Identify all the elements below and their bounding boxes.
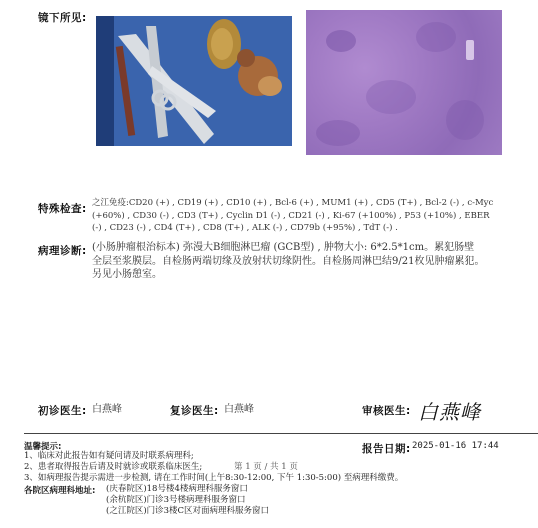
tip-1: 1、临床对此报告如有疑问请及时联系病理科; <box>24 451 194 461</box>
ihc-line-1: 之江免疫:CD20 (+) , CD19 (+) , CD10 (+) , Bcl-6 (+) , MUM1 (+) , CD5 (T+) , Bcl-2 (-) , c-Myc <box>92 198 494 208</box>
diagnosis-line-1: (小肠肿瘤根治标本) 弥漫大B细胞淋巴瘤 (GCB型) , 肿物大小: 6*2.5*1cm。累犯肠壁 <box>92 242 475 253</box>
special-exam-label: 特殊检查: <box>38 203 87 215</box>
report-date-label: 报告日期: <box>362 443 411 455</box>
gross-specimen-photo <box>96 16 292 146</box>
microscopy-label: 镜下所见: <box>38 12 87 24</box>
page-info: 第 1 页 / 共 1 页 <box>234 462 298 472</box>
audit-doctor-label: 审核医生: <box>362 405 411 417</box>
immunohistochemistry-results <box>92 197 532 235</box>
histology-micrograph <box>306 10 502 155</box>
address-qingchun: (庆春院区)18号楼4楼病理科服务窗口 <box>106 484 248 494</box>
specimen-illustration <box>96 16 292 146</box>
footer-divider <box>24 433 538 434</box>
tip-3: 3、如病理报告提示需进一步检测, 请在工作时间(上午8:30-12:00, 下午 1:30-5:00) 至病理科缴费。 <box>24 473 404 483</box>
initial-doctor-name: 白燕峰 <box>92 404 122 415</box>
diagnosis-line-3: 另见小肠憩室。 <box>92 269 162 280</box>
diagnosis-line-2: 全层至浆膜层。自检肠两端切缘及放射状切缘阴性。自检肠周淋巴结9/21枚见肿瘤累犯。 <box>92 255 485 267</box>
review-doctor-label: 复诊医生: <box>170 405 219 417</box>
audit-doctor-signature: 白燕峰 <box>418 400 481 424</box>
ihc-line-2: (+60%) , CD30 (-) , CD3 (T+) , Cyclin D1 (-) , CD21 (-) , Ki-67 (+100%) , P53 (+10%) , EBER <box>92 210 490 221</box>
address-zhijiang: (之江院区)门诊3楼C区对面病理科服务窗口 <box>106 506 270 516</box>
tip-2: 2、患者取得报告后请及时就诊或联系临床医生; <box>24 462 203 472</box>
initial-doctor-label: 初诊医生: <box>38 405 87 417</box>
address-label: 各院区病理科地址: <box>24 486 96 496</box>
diagnosis-label: 病理诊断: <box>38 245 87 257</box>
tips-label: 温馨提示: <box>24 442 62 452</box>
review-doctor-name: 白燕峰 <box>224 404 254 415</box>
diagnosis-text <box>92 241 532 282</box>
report-date-value: 2025-01-16 17:44 <box>412 441 499 451</box>
ihc-line-3: (-) , CD23 (-) , CD4 (T+) , CD8 (T+) , ALK (-) , CD79b (+95%) , TdT (-) . <box>92 223 398 233</box>
address-yuhang: (余杭院区)门诊3号楼病理科服务窗口 <box>106 495 246 505</box>
